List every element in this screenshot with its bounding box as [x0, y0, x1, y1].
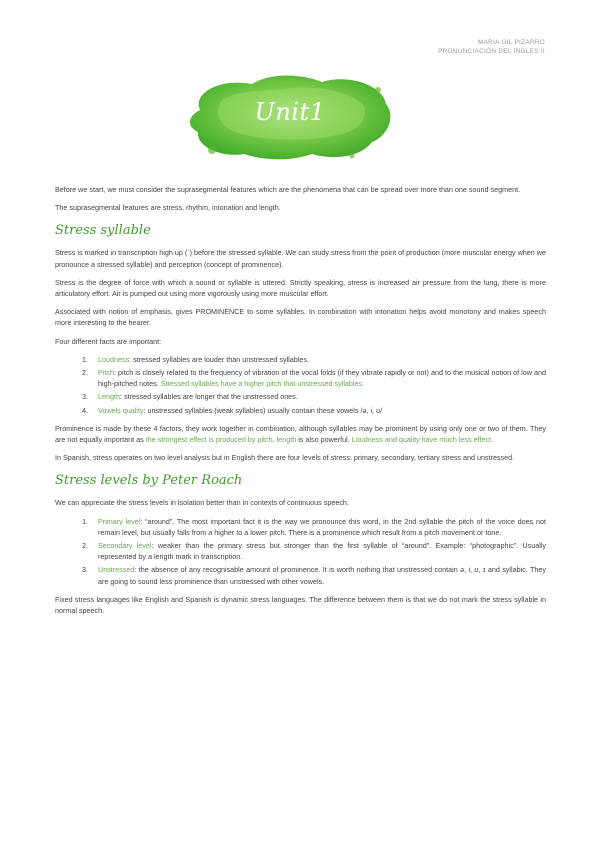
- list-item: [90, 405, 546, 416]
- item-text: : “around”. The most important fact it is the way we pronounce this word, in the 2nd syllable the pitch of the voice does not remain level, but usually falls from a higher to a lower pitch. There is a prominence which result from a pitch movement or tone.: [98, 516, 546, 537]
- text-run: Prominence is made by these 4 factors, they work together in combination, although syllables may be prominent by using only one or two of them. They are not equally important as: [55, 423, 546, 445]
- paragraph: Four different facts are important:: [55, 336, 162, 346]
- unit-banner: [182, 70, 398, 164]
- item-text: : pitch is closely related to the frequency of vibration of the vocal folds (if they vibrate rapidly or not) and to the musical notion of low and high-pitched notes.: [98, 368, 546, 389]
- list-item: [90, 516, 546, 538]
- item-text: : stressed syllables are longer that the unstressed ones.: [119, 392, 298, 402]
- unit-title: Unit1: [254, 98, 326, 126]
- levels-list: [55, 516, 546, 587]
- text-run: is also powerful.: [296, 435, 352, 445]
- item-text: : unstressed syllables (weak syllables) usually contain these vowels /ə, i, ʊ/: [143, 405, 383, 415]
- paragraph: Stress is marked in transcription high up (ˈ) before the stressed syllable. We can study stress from the point of production (more muscular energy when we pronounce a stressed syllable) and perception (concept of prominence).: [55, 248, 546, 269]
- paragraph: Associated with notion of emphasis, gives PROMINENCE to some syllables. In combination with intonation helps avoid monotony and makes speech more interesting to the hearer.: [55, 307, 546, 328]
- term: Vowels quality: [98, 405, 144, 415]
- list-item: [90, 367, 546, 389]
- highlight-text: Stressed syllables have a higher pitch that unstressed syllables.: [160, 379, 365, 389]
- list-item: [90, 540, 546, 562]
- term: Pitch: [98, 368, 114, 378]
- list-item: [90, 564, 546, 586]
- author-name: MARIA GIL PIZARRO: [477, 39, 545, 46]
- term: Primary level: [98, 516, 141, 526]
- page-header: [438, 38, 545, 56]
- document-body: [55, 184, 546, 623]
- term: Length: [98, 392, 120, 402]
- item-text: : stressed syllables are louder than unstressed syllables.: [129, 354, 309, 364]
- term: Secondary level: [98, 541, 152, 551]
- highlight-text: the strongest effect is produced by pitch, length: [145, 435, 297, 445]
- paragraph: [55, 423, 546, 445]
- facts-list: [55, 354, 546, 416]
- course-name: PRONUNCIACIÓN DEL INGLES II: [438, 48, 545, 55]
- list-item: [90, 391, 546, 402]
- highlight-text: Loudness and quality have much less effect.: [351, 435, 494, 445]
- intro-paragraph: The suprasegmental features are stress, rhythm, intonation and length.: [55, 203, 281, 213]
- term: Unstressed: [98, 565, 135, 575]
- term: Loudness: [98, 354, 130, 364]
- paragraph: Fixed stress languages like English and Spanish is dynamic stress languages. The difference between them is that we do not mark the stress syllable in normal speech.: [55, 594, 546, 616]
- intro-paragraph: Before we start, we must consider the suprasegmental features which are the phenomena that can be spread over more than one sound segment.: [55, 185, 521, 194]
- item-text: : weaker than the primary stress but stronger than the first syllable of “around”. Example: “photographic”. Usually represented by a length mark in transcription.: [98, 541, 546, 562]
- list-item: [90, 354, 546, 365]
- item-text: : the absence of any recognisable amount of prominence. It is worth nothing that unstressed contain ə, i, ʊ, ɪ and syllabic. They are going to sound less prominence than unstressed with other vowels.: [98, 565, 546, 586]
- paragraph: We can appreciate the stress levels in isolation better than in contexts of continuous speech.: [55, 498, 349, 508]
- paragraph: In Spanish, stress operates on two level analysis but in English there are four levels of stress: primary, secondary, tertiary stress and unstressed.: [55, 453, 515, 463]
- section-heading: Stress syllable: [55, 223, 151, 239]
- section-heading: Stress levels by Peter Roach: [55, 473, 243, 489]
- paragraph: Stress is the degree of force with which a sound or syllable is uttered. Strictly speaking, stress is increased air pressure from the lung, there is more articulatory effort. Air is pumped out using more vigorously using more muscular effort.: [55, 277, 546, 299]
